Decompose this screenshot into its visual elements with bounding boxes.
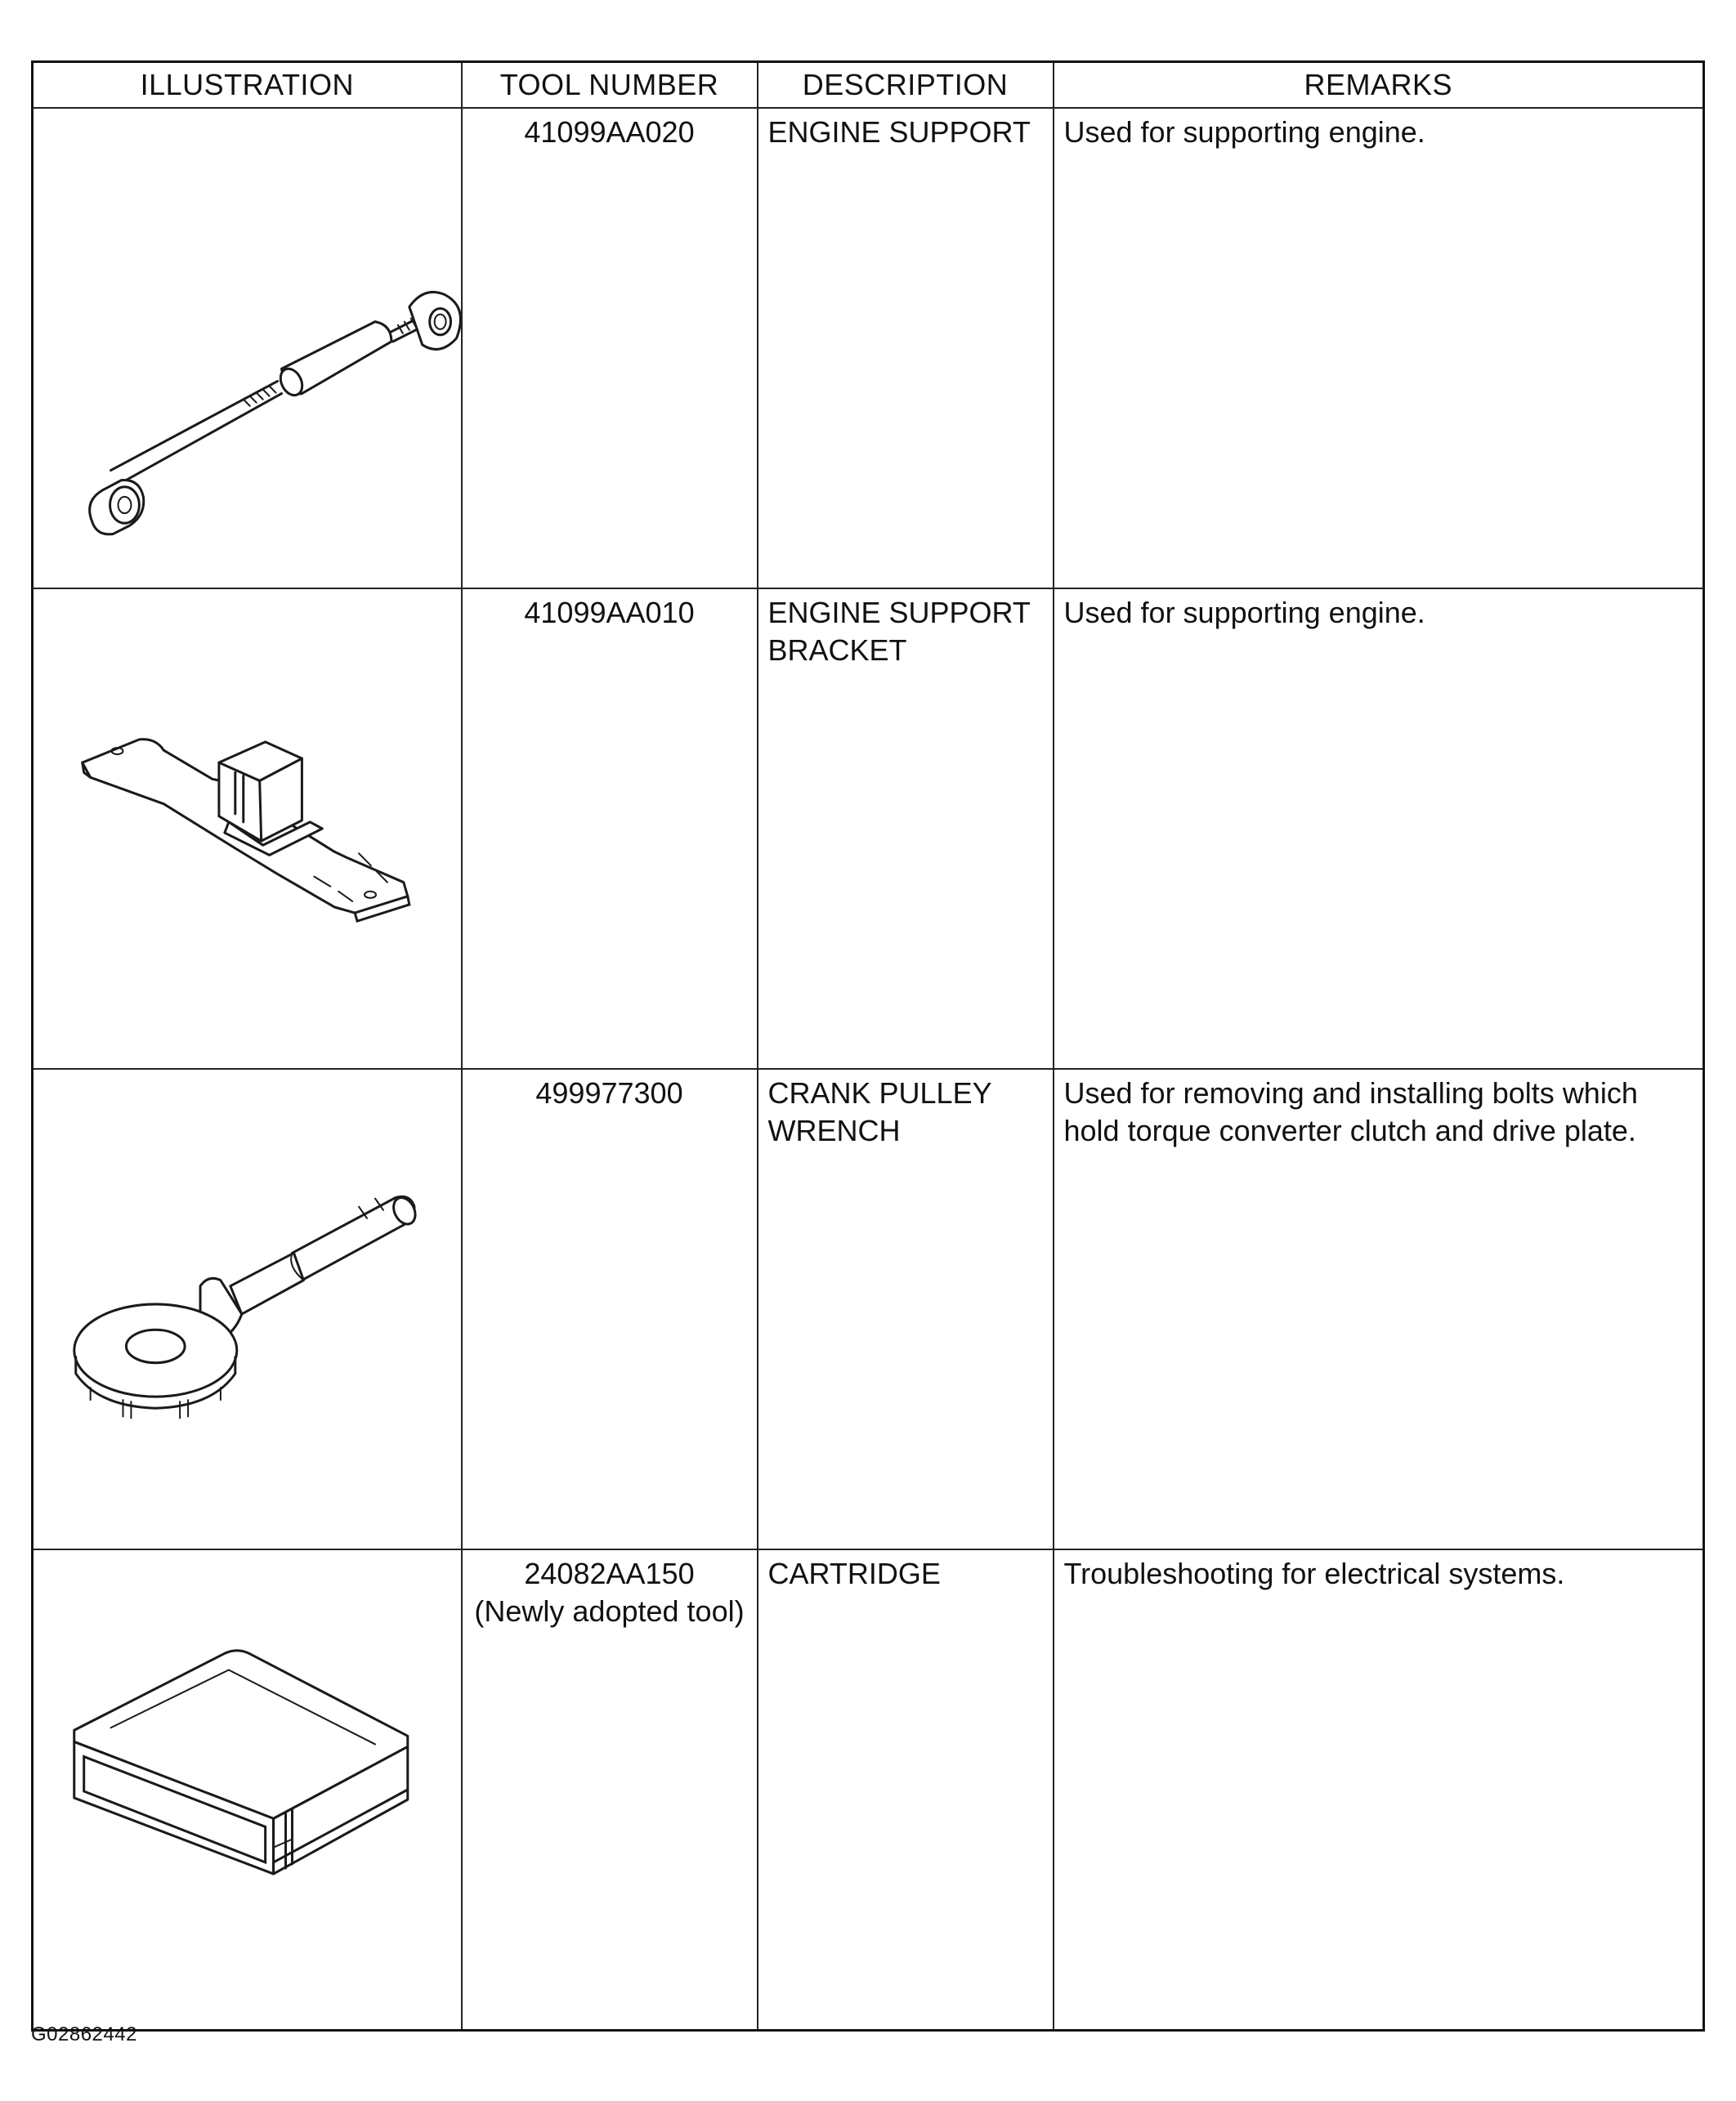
tool-number-cell (462, 588, 758, 1069)
engine-support-icon (34, 109, 461, 588)
remarks-cell (1054, 588, 1704, 1069)
description-line: ENGINE SUPPORT (767, 115, 1031, 149)
cartridge-icon (34, 1550, 461, 2029)
description-cell (758, 1549, 1054, 2031)
table-row (33, 1549, 1704, 2031)
description-line: CRANK PULLEY (767, 1076, 992, 1110)
header-illustration: ILLUSTRATION (33, 62, 462, 109)
tool-number: 41099AA010 (524, 596, 695, 629)
special-tools-table (31, 60, 1705, 2032)
tool-number: 41099AA020 (524, 115, 695, 149)
tool-number: 24082AA150 (524, 1557, 695, 1590)
description-cell (758, 1069, 1054, 1549)
remarks-cell (1054, 108, 1704, 588)
illustration-cell (33, 588, 462, 1069)
tool-number-cell (462, 108, 758, 588)
remarks-line: hold torque converter clutch and drive plate. (1063, 1114, 1636, 1147)
tool-number-note: (Newly adopted tool) (474, 1594, 745, 1628)
description-line: ENGINE SUPPORT (767, 596, 1031, 629)
table-row (33, 588, 1704, 1069)
tool-number-cell (462, 1069, 758, 1549)
tool-number-cell (462, 1549, 758, 2031)
illustration-cell (33, 108, 462, 588)
description-cell (758, 588, 1054, 1069)
illustration-cell (33, 1069, 462, 1549)
header-description: DESCRIPTION (758, 62, 1054, 109)
remarks-line: Used for supporting engine. (1063, 596, 1425, 629)
engine-support-bracket-icon (34, 589, 461, 1068)
table-row (33, 108, 1704, 588)
description-line: CARTRIDGE (767, 1557, 941, 1590)
remarks-cell (1054, 1069, 1704, 1549)
illustration-cell (33, 1549, 462, 2031)
remarks-line: Troubleshooting for electrical systems. (1063, 1557, 1565, 1590)
crank-pulley-wrench-icon (34, 1070, 461, 1549)
remarks-line: Used for removing and installing bolts which (1063, 1076, 1638, 1110)
header-tool-number: TOOL NUMBER (462, 62, 758, 109)
description-line: BRACKET (767, 633, 907, 667)
remarks-cell (1054, 1549, 1704, 2031)
header-remarks: REMARKS (1054, 62, 1704, 109)
tool-number: 499977300 (535, 1076, 683, 1110)
table-row (33, 1069, 1704, 1549)
table-header-row (33, 62, 1704, 109)
description-line: WRENCH (767, 1114, 901, 1147)
figure-id: G02862442 (31, 2023, 137, 2045)
description-cell (758, 108, 1054, 588)
remarks-line: Used for supporting engine. (1063, 115, 1425, 149)
